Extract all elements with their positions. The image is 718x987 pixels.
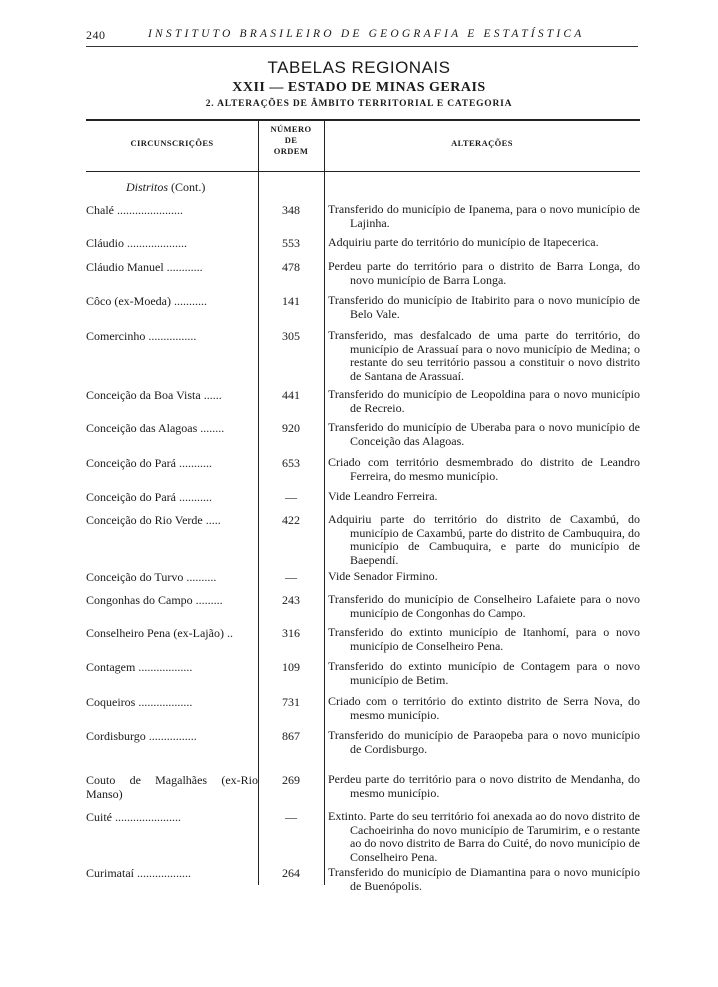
row-alteration-text: Perdeu parte do território para o distrito de Barra Longa, do novo município de Barra Longa. [328,259,640,287]
row-alteration [328,773,640,800]
row-alteration-text: Adquiriu parte do território do distrito de Caxambú, do município de Caxambú, parte do distrito de Cambuquira, do município de Cambuquira, e parte do município de Baependí. [328,512,640,567]
row-alteration-text: Transferido, mas desfalcado de uma parte do território, do município de Arassuaí para o novo município de Medina; o restante do seu território passou a constituir o novo distrito de Santana de Arassuaí. [328,328,640,383]
row-number: — [285,490,297,504]
row-alteration [328,421,640,448]
row-alteration [328,203,640,230]
row-alteration-text: Transferido do extinto município de Itanhomí, para o novo município de Conselheiro Pena. [328,625,640,653]
row-alteration-text: Transferido do município de Diamantina para o novo município de Buenópolis. [328,865,640,893]
row-name: Cláudio .................... [86,236,187,250]
row-name: Conceição do Rio Verde ..... [86,513,221,527]
row-number: 316 [282,626,300,640]
row-name: Conceição da Boa Vista ...... [86,388,222,402]
row-name: Comercinho ................ [86,329,197,343]
row-number: 269 [282,773,300,787]
row-number: 920 [282,421,300,435]
row-alteration [328,695,640,722]
column-header-alteracoes: ALTERAÇÕES [451,138,513,148]
row-alteration [328,593,640,620]
row-name: Coqueiros .................. [86,695,193,709]
row-number: 731 [282,695,300,709]
row-name: Cuité ...................... [86,810,181,824]
row-alteration-text: Vide Senador Firmino. [328,569,438,583]
row-name: Conselheiro Pena (ex-Lajão) .. [86,626,233,640]
row-alteration-text: Transferido do município de Leopoldina para o novo município de Recreio. [328,387,640,415]
section-title: 2. ALTERAÇÕES DE ÂMBITO TERRITORIAL E CATEGORIA [205,99,513,109]
row-number: 264 [282,866,300,880]
row-alteration [328,456,640,483]
row-alteration-text: Transferido do extinto município de Contagem para o novo município de Betim. [328,659,640,687]
row-alteration [328,810,640,864]
row-alteration [328,570,640,584]
table-header-rule [86,171,640,172]
row-number: 141 [282,294,300,308]
row-number: 348 [282,203,300,217]
row-alteration-text: Criado com o território do extinto distrito de Serra Nova, do mesmo município. [328,694,640,722]
column-header-numero-text: NÚMERO DE ORDEM [270,124,312,156]
row-alteration [328,866,640,893]
row-number: 109 [282,660,300,674]
running-title: INSTITUTO BRASILEIRO DE GEOGRAFIA E ESTATÍSTICA [148,28,585,40]
row-name: Conceição do Pará ........... [86,456,212,470]
row-name: Congonhas do Campo ......... [86,593,223,607]
row-alteration-text: Adquiriu parte do território do município de Itapecerica. [328,235,599,249]
row-alteration-text: Vide Leandro Ferreira. [328,489,438,503]
row-number: 867 [282,729,300,743]
row-alteration [328,626,640,653]
row-name: Contagem .................. [86,660,193,674]
row-alteration-text: Transferido do município de Uberaba para o novo município de Conceição das Alagoas. [328,420,640,448]
row-name: Chalé ...................... [86,203,183,217]
group-heading [126,180,205,195]
column-header-numero [258,124,324,157]
page-number: 240 [86,28,106,42]
row-alteration [328,329,640,383]
row-alteration [328,294,640,321]
row-alteration [328,260,640,287]
group-label: Distritos [126,180,169,194]
row-name: Conceição do Turvo .......... [86,570,217,584]
row-name: Conceição das Alagoas ........ [86,421,225,435]
row-alteration-text: Criado com território desmembrado do distrito de Leandro Ferreira, do mesmo município. [328,455,640,483]
row-number: 653 [282,456,300,470]
row-alteration-text: Transferido do município de Conselheiro Lafaiete para o novo município de Congonhas do Campo. [328,592,640,620]
row-name: Côco (ex-Moeda) ........... [86,294,207,308]
document-subtitle: XXII — ESTADO DE MINAS GERAIS [232,80,486,95]
row-alteration [328,236,640,250]
row-number: — [285,810,297,824]
row-name: Couto de Magalhães (ex-Rio Manso) [86,773,258,801]
row-alteration [328,388,640,415]
row-name: Conceição do Pará ........... [86,490,212,504]
row-number: — [285,570,297,584]
row-alteration [328,729,640,756]
group-note: (Cont.) [171,180,206,194]
row-number: 305 [282,329,300,343]
row-number: 441 [282,388,300,402]
row-alteration-text: Transferido do município de Ipanema, para o novo município de Lajinha. [328,202,640,230]
row-number: 243 [282,593,300,607]
row-name: Cláudio Manuel ............ [86,260,203,274]
row-alteration [328,490,640,504]
column-divider [324,120,325,885]
row-alteration [328,660,640,687]
table-top-rule [86,119,640,121]
row-number: 422 [282,513,300,527]
row-alteration-text: Transferido do município de Paraopeba para o novo município de Cordisburgo. [328,728,640,756]
row-alteration-text: Perdeu parte do território para o novo distrito de Mendanha, do mesmo município. [328,772,640,800]
row-alteration-text: Extinto. Parte do seu território foi anexada ao do novo distrito de Cachoeirinha do novo município de Tarumirim, e o restante ao do novo distrito de Barra do Cuité, do novo município de Conselheiro Pena. [328,809,640,864]
row-alteration [328,513,640,567]
document-title: TABELAS REGIONAIS [267,58,451,77]
header-rule [86,46,638,47]
row-name: Cordisburgo ................ [86,729,197,743]
column-header-circunscricoes: CIRCUNSCRIÇÕES [130,138,214,148]
page-header [86,28,646,44]
row-name: Curimataí .................. [86,866,191,880]
row-alteration-text: Transferido do município de Itabirito para o novo município de Belo Vale. [328,293,640,321]
row-number: 553 [282,236,300,250]
row-number: 478 [282,260,300,274]
